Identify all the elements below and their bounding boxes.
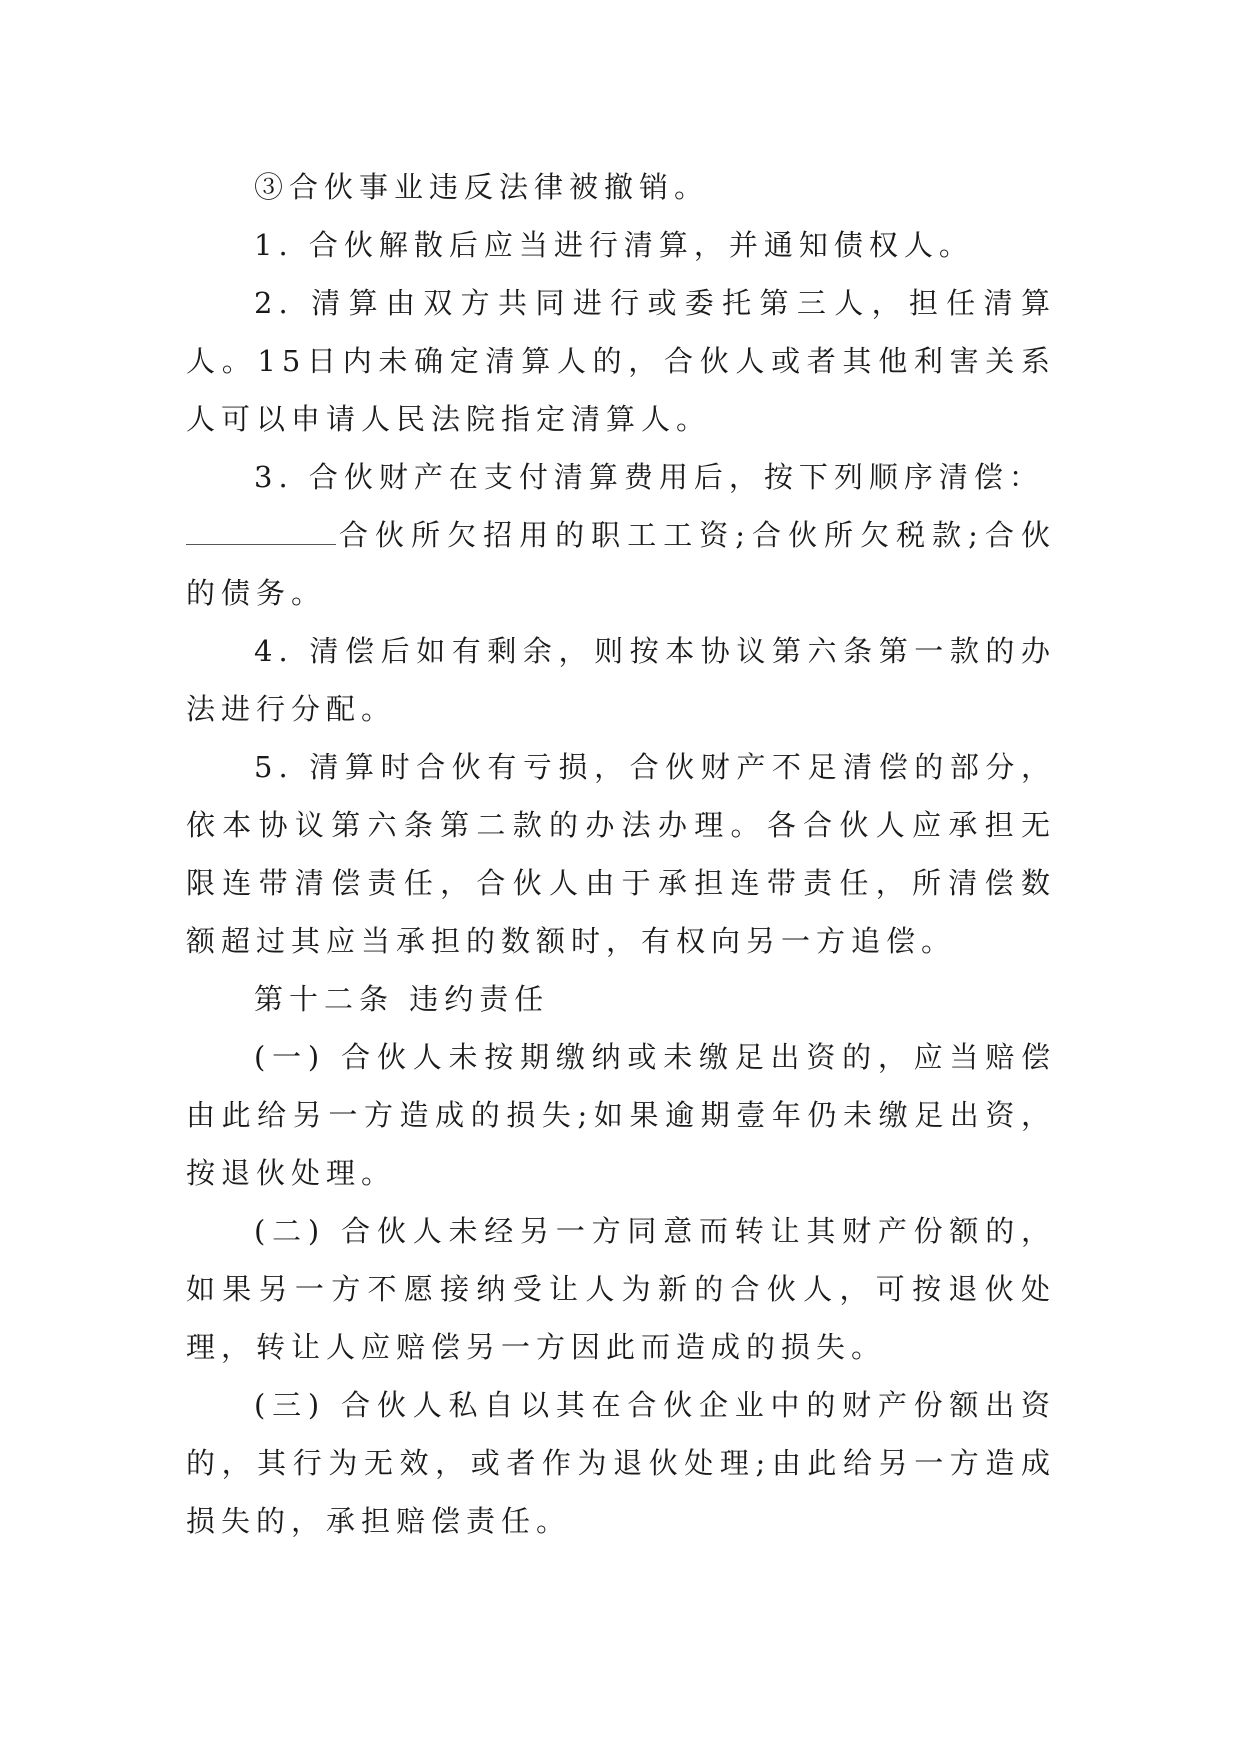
paragraph-liquidation-3-order-text: 合伙所欠招用的职工工资;合伙所欠税款;合伙的债务。 bbox=[186, 518, 1056, 610]
paragraph-liquidation-5: 5. 清算时合伙有亏损，合伙财产不足清偿的部分，依本协议第六条第二款的办法办理。各合伙人应承担无限连带清偿责任，合伙人由于承担连带责任，所清偿数额超过其应当承担的数额时，有权向另一方追偿。 bbox=[186, 750, 1056, 958]
paragraph-liquidation-3-heading: 3. 合伙财产在支付清算费用后，按下列顺序清偿： bbox=[254, 460, 1044, 494]
paragraph-liquidation-1: 1. 合伙解散后应当进行清算，并通知债权人。 bbox=[254, 228, 974, 262]
paragraph-breach-1: (一) 合伙人未按期缴纳或未缴足出资的，应当赔偿由此给另一方造成的损失;如果逾期壹年仍未缴足出资，按退伙处理。 bbox=[186, 1040, 1056, 1190]
blank-fill-line bbox=[186, 514, 336, 545]
paragraph-liquidation-4: 4. 清偿后如有剩余，则按本协议第六条第一款的办法进行分配。 bbox=[186, 634, 1056, 726]
paragraph-breach-2: (二) 合伙人未经另一方同意而转让其财产份额的，如果另一方不愿接纳受让人为新的合伙人，可按退伙处理，转让人应赔偿另一方因此而造成的损失。 bbox=[186, 1214, 1056, 1364]
paragraph-dissolution-reason-3: ③合伙事业违反法律被撤销。 bbox=[254, 170, 710, 204]
paragraph-liquidation-2: 2. 清算由双方共同进行或委托第三人，担任清算人。15日内未确定清算人的，合伙人或者其他利害关系人可以申请人民法院指定清算人。 bbox=[186, 286, 1056, 436]
paragraph-breach-3: (三) 合伙人私自以其在合伙企业中的财产份额出资的，其行为无效，或者作为退伙处理;由此给另一方造成损失的，承担赔偿责任。 bbox=[186, 1388, 1056, 1538]
document-page bbox=[186, 158, 1056, 1550]
article-12-heading: 第十二条 违约责任 bbox=[254, 982, 550, 1016]
paragraph-liquidation-3-order bbox=[186, 506, 1056, 622]
